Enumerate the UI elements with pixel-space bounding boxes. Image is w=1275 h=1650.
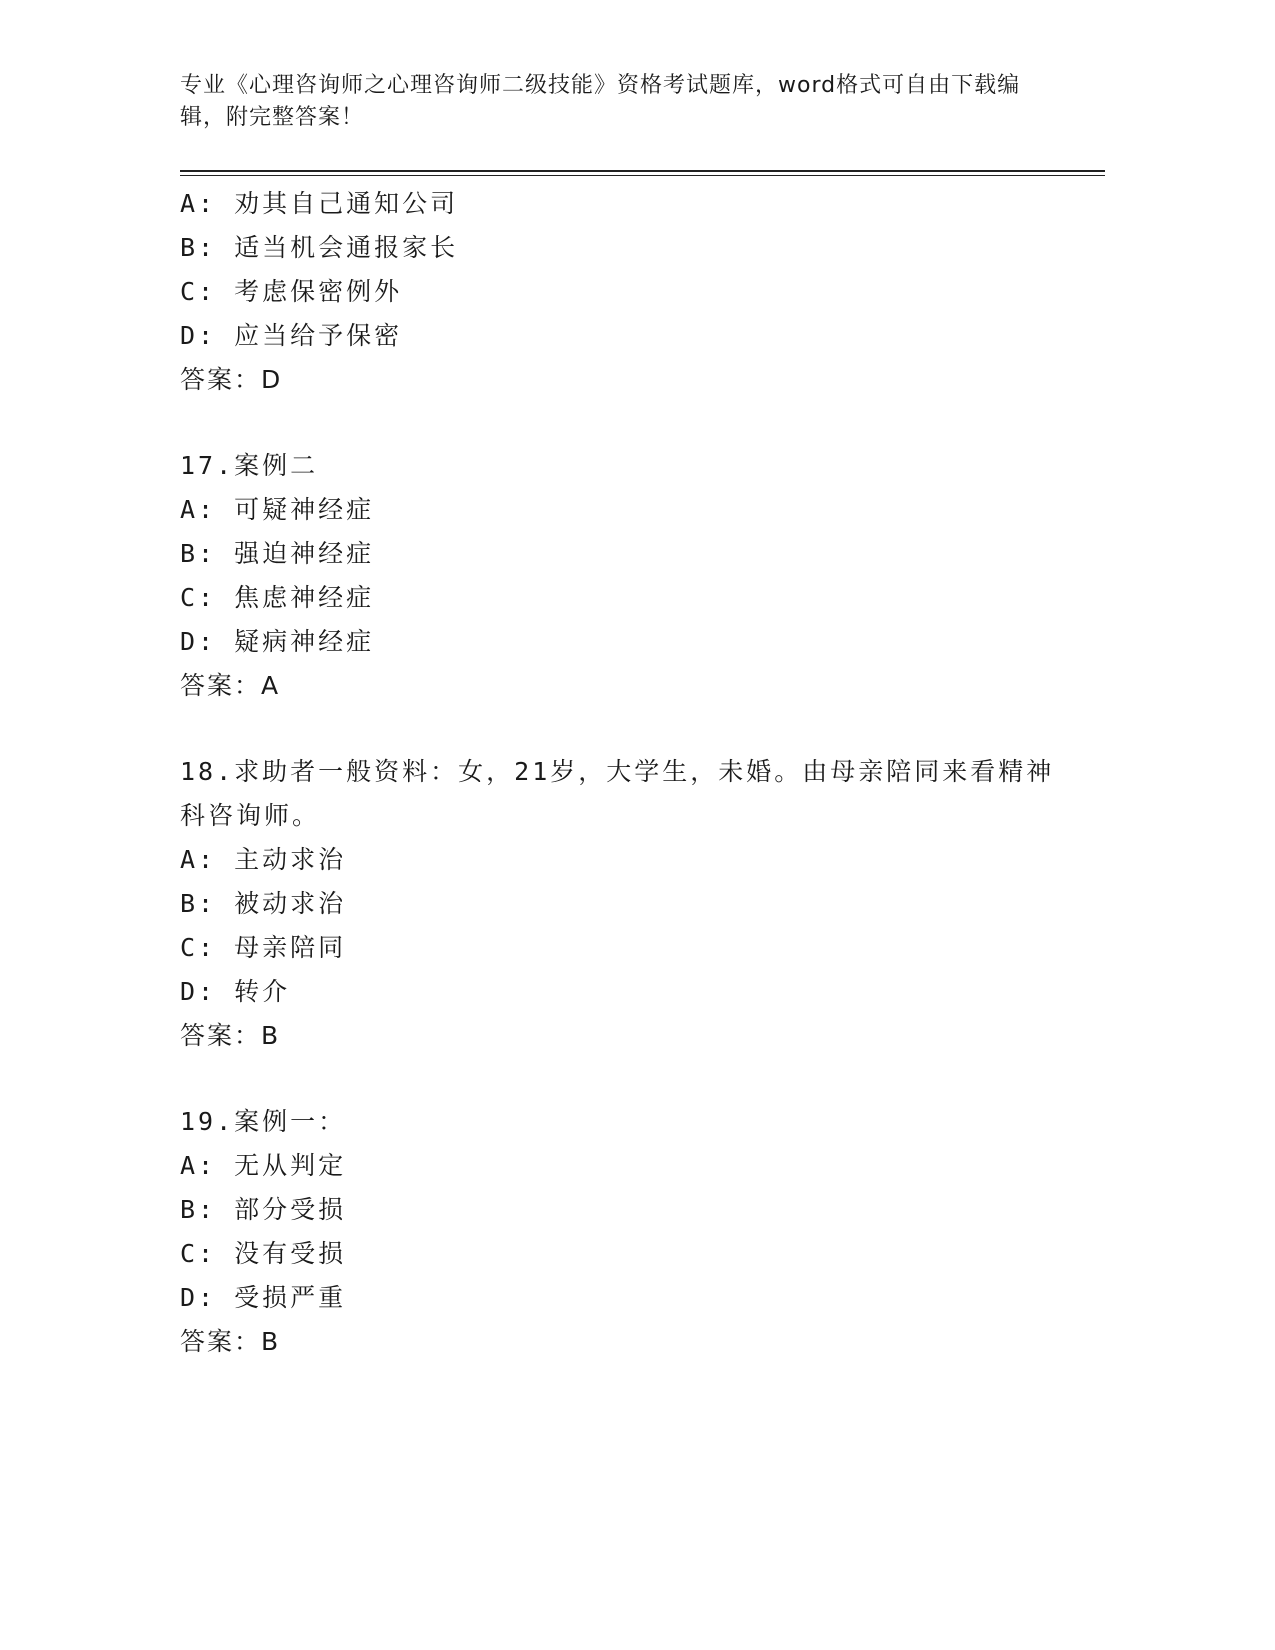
- option-d: D: 转介: [180, 977, 291, 1006]
- question-block-19: [180, 1100, 1080, 1364]
- answer-line: 答案：A: [180, 671, 281, 700]
- spacer: [180, 402, 1080, 444]
- spacer: [180, 1058, 1080, 1100]
- option-d: D: 应当给予保密: [180, 321, 403, 350]
- option-a: A: 主动求治: [180, 845, 347, 874]
- option-c: C: 焦虑神经症: [180, 583, 375, 612]
- option-a: A: 无从判定: [180, 1151, 347, 1180]
- option-c: C: 母亲陪同: [180, 933, 347, 962]
- answer-line: 答案：D: [180, 365, 283, 394]
- option-d: D: 受损严重: [180, 1283, 347, 1312]
- question-block-17: [180, 444, 1080, 708]
- question-stem: 19.案例一：: [180, 1107, 347, 1136]
- option-a: A: 劝其自己通知公司: [180, 189, 459, 218]
- question-stem: 17.案例二: [180, 451, 319, 480]
- option-b: B: 被动求治: [180, 889, 347, 918]
- option-b: B: 部分受损: [180, 1195, 347, 1224]
- option-a: A: 可疑神经症: [180, 495, 375, 524]
- question-content: [180, 182, 1080, 1364]
- option-b: B: 强迫神经症: [180, 539, 375, 568]
- header-divider-thin: [180, 175, 1105, 176]
- question-stem: 18.求助者一般资料：女，21岁，大学生，未婚。由母亲陪同来看精神科咨询师。: [180, 757, 1055, 830]
- answer-line: 答案：B: [180, 1327, 281, 1356]
- question-block-16: [180, 182, 1080, 402]
- answer-line: 答案：B: [180, 1021, 281, 1050]
- option-b: B: 适当机会通报家长: [180, 233, 459, 262]
- spacer: [180, 708, 1080, 750]
- option-d: D: 疑病神经症: [180, 627, 375, 656]
- option-c: C: 考虑保密例外: [180, 277, 403, 306]
- question-block-18: [180, 750, 1080, 1058]
- header-divider-thick: [180, 170, 1105, 172]
- document-header: 专业《心理咨询师之心理咨询师二级技能》资格考试题库，word格式可自由下载编辑，附完整答案！: [180, 73, 1021, 130]
- option-c: C: 没有受损: [180, 1239, 347, 1268]
